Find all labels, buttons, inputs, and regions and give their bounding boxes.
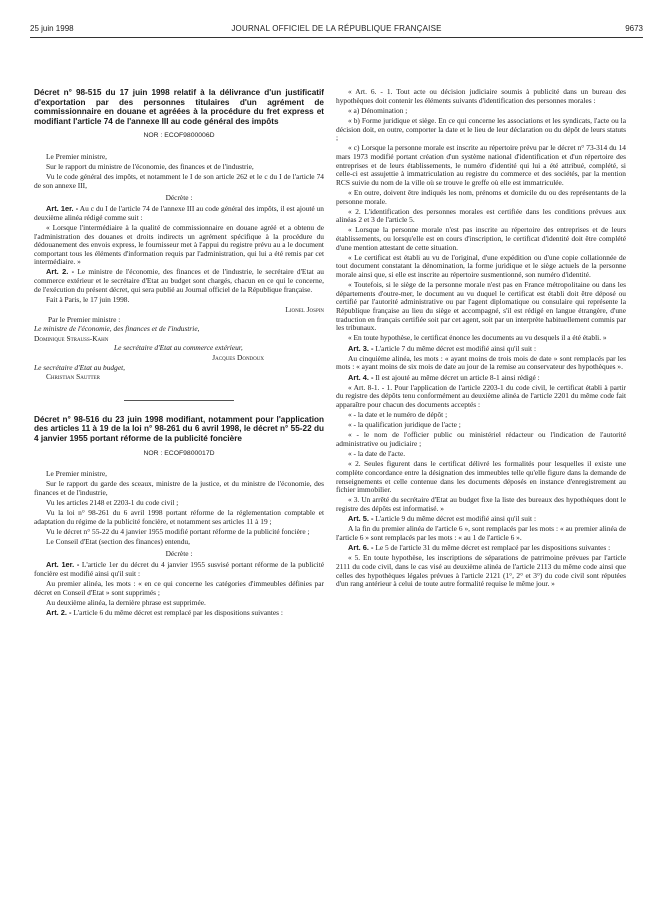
decree-2-para: Au premier alinéa, les mots : « en ce qui concerne les catégories d'immeubles définies par décret en Conseil d'Etat » sont supprimés ;: [34, 579, 324, 597]
decree-1-article-2: [34, 268, 324, 294]
decree-1-title: Décret n° 98-515 du 17 juin 1998 relatif à la délivrance d'un justificatif d'exportation par des personnes titulaires d'un agrément de commissionnaire en douane et agréées à la procédure du fret express et modifiant l'article 74 de l'annexe III au code général des impôts: [34, 88, 324, 126]
decree-1-decrete: Décrète :: [165, 192, 193, 202]
right-para: « 5. En toute hypothèse, les inscriptions de séparations de patrimoine prévues par l'article 2111 du code civil, dans le cas visé au deuxième alinéa de l'article 2113 du même code ainsi que celles des hypothèques légales prévues à l'article 2121 (1°, 2° et 3°) du code civil sont réputées d'un rang antérieur à celui de toute autre formalité requise le même jour. »: [336, 553, 626, 589]
header-date: 25 juin 1998: [30, 24, 74, 33]
right-para: « Lorsque la personne morale n'est pas inscrite au répertoire des entreprises et de leurs établissements, ou lorsqu'elle est en cours d'inscription, le certificat d'identité doit être complété d'une mention attestant de cette situation.: [336, 225, 626, 252]
article-5: [336, 515, 626, 524]
article-label: Art. 2. -: [46, 267, 75, 277]
article-4: [336, 374, 626, 383]
decree-2-decrete: Décrète :: [165, 548, 193, 558]
page-number: 9673: [625, 24, 643, 33]
right-para: « Art. 6. - 1. Tout acte ou décision judiciaire soumis à publicité dans un bureau des hypothèques doit contenir les éléments suivants d'identification des personnes morales :: [336, 88, 626, 105]
article-3: [336, 345, 626, 354]
budget-secretary-title: Le secrétaire d'Etat au budget,: [34, 362, 126, 372]
secretary-title: Le secrétaire d'Etat au commerce extérieur,: [114, 343, 243, 353]
right-para: Au cinquième alinéa, les mots : « ayant moins de trois mois de date » sont remplacés par les mots : « ayant moins de six mois de date au jour de la remise au conservateur des hypothèques ».: [336, 353, 626, 372]
article-text: Il est ajouté au même décret un article 8-1 ainsi rédigé :: [373, 372, 540, 382]
decree-2-para: Sur le rapport du garde des sceaux, ministre de la justice, et du ministre de l'économie, des finances et de l'industrie,: [34, 479, 324, 497]
article-label: Art. 6. -: [348, 543, 374, 553]
decree-2-para: Le Premier ministre,: [46, 469, 107, 479]
decree-2-title: Décret n° 98-516 du 23 juin 1998 modifiant, notamment pour l'application des articles 11 à 19 de la loi n° 98-261 du 6 avril 1998, le décret n° 55-22 du 4 janvier 1955 portant réforme de la publicité foncière: [34, 414, 324, 443]
secretary-name: Jacques Dondoux: [212, 353, 264, 362]
right-para: « - la date et le numéro de dépôt ;: [348, 410, 448, 420]
decree-2-para: Vu la loi n° 98-261 du 6 avril 1998 portant réforme de la réglementation comptable et adaptation du régime de la publicité foncière, et notamment ses articles 11 à 19 ;: [34, 508, 324, 526]
article-text: L'article 7 du même décret est modifié ainsi qu'il suit :: [373, 343, 537, 353]
running-header: [30, 24, 643, 36]
right-para: A la fin du premier alinéa de l'article 6 », sont remplacés par les mots : « au premier alinéa de l'article 6 » sont remplacés par les mots : « au 1 de l'article 6 ».: [336, 524, 626, 542]
decree-2-para: Le Conseil d'Etat (section des finances) entendu,: [46, 537, 190, 547]
left-column: [34, 88, 324, 888]
right-para: « a) Dénomination ;: [348, 105, 408, 115]
decree-2-article-1: [34, 561, 324, 578]
article-text: L'article 1er du décret du 4 janvier 1955 susvisé portant réforme de la publicité foncière est modifié ainsi qu'il suit :: [34, 560, 324, 579]
right-para: « 2. Seules figurent dans le certificat délivré les formalités pour lesquelles il existe une complète concordance entre la désignation des immeubles telle qu'elle figure dans la demande de renseignements et celle contenue dans les documents déposés en instance d'enregistrement au fichier immobilier.: [336, 459, 626, 495]
right-para: « 3. Un arrêté du secrétaire d'Etat au budget fixe la liste des bureaux des hypothèques dont le registre des dépôts est informatisé. »: [336, 495, 626, 513]
decree-2-para: Au deuxième alinéa, la dernière phrase est supprimée.: [46, 598, 206, 608]
decree-1-done: Fait à Paris, le 17 juin 1998.: [46, 294, 130, 304]
article-label: Art. 4. -: [348, 372, 374, 382]
right-para: « - la date de l'acte.: [348, 449, 406, 459]
article-label: Art. 1er. -: [46, 204, 79, 214]
right-para: « - la qualification juridique de l'acte ;: [348, 420, 461, 430]
minister-name: Dominique Strauss-Kahn: [34, 333, 109, 343]
article-text: L'article 6 du même décret est remplacé par les dispositions suivantes :: [71, 608, 283, 618]
right-column: [336, 88, 626, 888]
decree-1-para: Vu le code général des impôts, et notamment le I de son article 262 et le c du I de l'article 74 de son annexe III,: [34, 172, 324, 190]
article-label: Art. 1er. -: [46, 560, 80, 570]
decree-separator: [124, 386, 234, 401]
decree-2-nor: NOR : ECOF9800017D: [143, 449, 215, 457]
decree-2-para: Vu le décret n° 55-22 du 4 janvier 1955 modifié portant réforme de la publicité foncière ;: [46, 527, 310, 537]
decree-1-article-1: [34, 205, 324, 222]
decree-1-article-1-quote: « Lorsque l'intermédiaire à la qualité de commissionnaire en douane agréé et a obtenu de l'administration des douanes et droits indirects un agrément spécifique à la procédure du dédouanement des envois express, le fournisseur met à l'appui du registre prévu au a le document comportant tous les éléments d'information requis par l'administration, qui lui a été remis par cet intermédiaire. »: [34, 222, 324, 267]
article-text: Au c du I de l'article 74 de l'annexe III au code général des impôts, il est ajouté un deuxième alinéa rédigé comme suit :: [34, 204, 324, 222]
article-6: [336, 544, 626, 553]
right-para: « - le nom de l'officier public ou ministériel rédacteur ou l'indication de l'autorité administrative ou judiciaire ;: [336, 430, 626, 449]
article-label: Art. 3. -: [348, 343, 374, 353]
right-para: « Toutefois, si le siège de la personne morale n'est pas en France métropolitaine ou dans les départements d'outre-mer, le document au vu duquel le certificat est établi doit être déposé ou certifié par l'autorité administrative ou par l'agent diplomatique ou consulaire qui représente la République française au lieu du siège et accompagné, s'il est rédigé en langue étrangère, d'une traduction en français certifiée soit par cet agent, soit par un interprète habituellement commis par les tribunaux.: [336, 280, 626, 333]
article-label: Art. 5. -: [348, 514, 374, 524]
article-text: Le 5 de l'article 31 du même décret est remplacé par les dispositions suivantes :: [373, 543, 611, 553]
right-para: « Le certificat est établi au vu de l'original, d'une expédition ou d'une copie collationnée de tout document constatant la dénomination, la forme juridique et le siège actuels de la personne morale ainsi que, si elle est inscrite au répertoire susmentionné, son numéro d'identité.: [336, 252, 626, 280]
article-label: Art. 2. -: [46, 608, 72, 618]
header-rule: [30, 37, 643, 38]
decree-1-para: Sur le rapport du ministre de l'économie, des finances et de l'industrie,: [46, 162, 254, 172]
decree-1-para: Le Premier ministre,: [46, 151, 107, 161]
budget-secretary-name: Christian Sautter: [46, 372, 100, 382]
right-para: « 2. L'identification des personnes morales est certifiée dans les conditions prévues aux alinéas 2 et 3 de l'article 5.: [336, 206, 626, 225]
article-text: L'article 9 du même décret est modifié ainsi qu'il suit :: [373, 514, 537, 524]
by-prime-minister: Par le Premier ministre :: [48, 314, 121, 324]
minister-title: Le ministre de l'économie, des finances et de l'industrie,: [34, 324, 200, 334]
article-text: Le ministre de l'économie, des finances et de l'industrie, le secrétaire d'Etat au commerce extérieur et le secrétaire d'Etat au budget sont chargés, chacun en ce qui le concerne, de l'exécution du présent décret, qui sera publié au Journal officiel de la République française.: [34, 267, 324, 294]
right-para: « Art. 8-1. - 1. Pour l'application de l'article 2203-1 du code civil, le certificat établi à partir du registre des dépôts tenu conformément au deuxième alinéa de l'article 2201 du même code fait apparaître pour chacun des documents acceptés :: [336, 382, 626, 409]
decree-1-nor: NOR : ECOF9800006D: [143, 132, 215, 140]
right-para: « En outre, doivent être indiqués les nom, prénoms et domicile du ou des représentants de la personne morale.: [336, 187, 626, 206]
right-para: « En toute hypothèse, le certificat énonce les documents au vu desquels il a été établi. »: [348, 333, 607, 343]
right-para: « c) Lorsque la personne morale est inscrite au répertoire prévu par le décret n° 73-314 du 14 mars 1973 modifié portant création d'un système national d'identification et d'un répertoire des entreprises et de leurs établissements, le numéro d'identité qui lui a été attribué, complété, si celle-ci est assujettie à immatriculation au registre du commerce et des sociétés, par la mention RCS suivie du nom de la ville où se trouve le greffe où elle est immatriculée.: [336, 143, 626, 187]
decree-2-para: Vu les articles 2148 et 2203-1 du code civil ;: [46, 498, 179, 508]
journal-title: JOURNAL OFFICIEL DE LA RÉPUBLIQUE FRANÇAISE: [231, 24, 442, 33]
decree-2-article-2: [34, 609, 324, 618]
signer-name: Lionel Jospin: [285, 305, 324, 315]
right-para: « b) Forme juridique et siège. En ce qui concerne les associations et les syndicats, l'acte ou la décision doit, en outre, comporter la date et le lieu de leur déclaration ou du dépôt de leurs statuts ;: [336, 115, 626, 143]
